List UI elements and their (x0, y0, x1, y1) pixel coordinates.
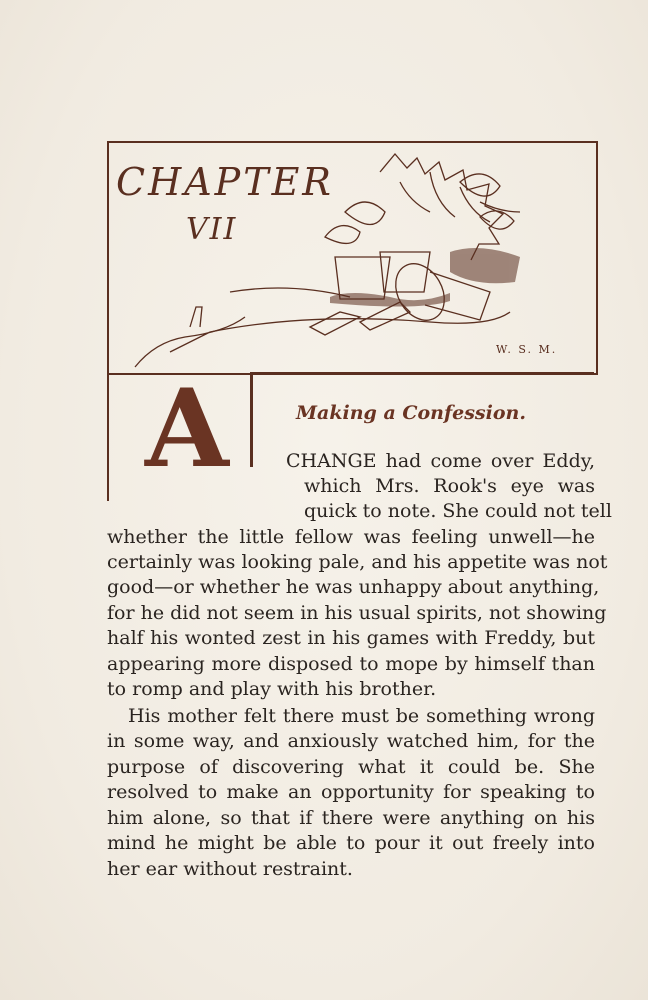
body-line: to romp and play with his brother. (107, 678, 437, 700)
body-line: purpose of discovering what it could be. She (107, 756, 595, 778)
body-line: half his wonted zest in his games with Freddy, but (107, 627, 595, 649)
body-line: quick to note. She could not tell (304, 500, 612, 522)
artist-signature: W. S. M. (496, 343, 558, 356)
frame-left-rule (107, 371, 109, 501)
chapter-heading: CHAPTER (116, 160, 334, 204)
dropcap-corner-rule-horizontal (250, 372, 594, 375)
body-line: whether the little fellow was feeling unwell—he (107, 526, 595, 548)
body-line: mind he might be able to pour it out freely into (107, 832, 595, 854)
section-title: Making a Confession. (296, 402, 526, 424)
dropcap-corner-rule-vertical (250, 372, 253, 467)
body-line: certainly was looking pale, and his appetite was not (107, 551, 608, 573)
body-line: appearing more disposed to mope by himself than (107, 653, 595, 675)
body-line: good—or whether he was unhappy about anything, (107, 576, 600, 598)
body-line: His mother felt there must be something wrong (128, 705, 595, 727)
body-line: CHANGE had come over Eddy, (286, 450, 595, 472)
body-line: her ear without restraint. (107, 858, 353, 880)
body-line: in some way, and anxiously watched him, for the (107, 730, 595, 752)
body-line: resolved to make an opportunity for speaking to (107, 781, 595, 803)
chapter-number: VII (186, 212, 238, 247)
drop-cap: A (145, 366, 229, 492)
body-line: which Mrs. Rook's eye was (304, 475, 595, 497)
body-line: him alone, so that if there were anything on his (107, 807, 595, 829)
body-line: for he did not seem in his usual spirits, not showing (107, 602, 607, 624)
